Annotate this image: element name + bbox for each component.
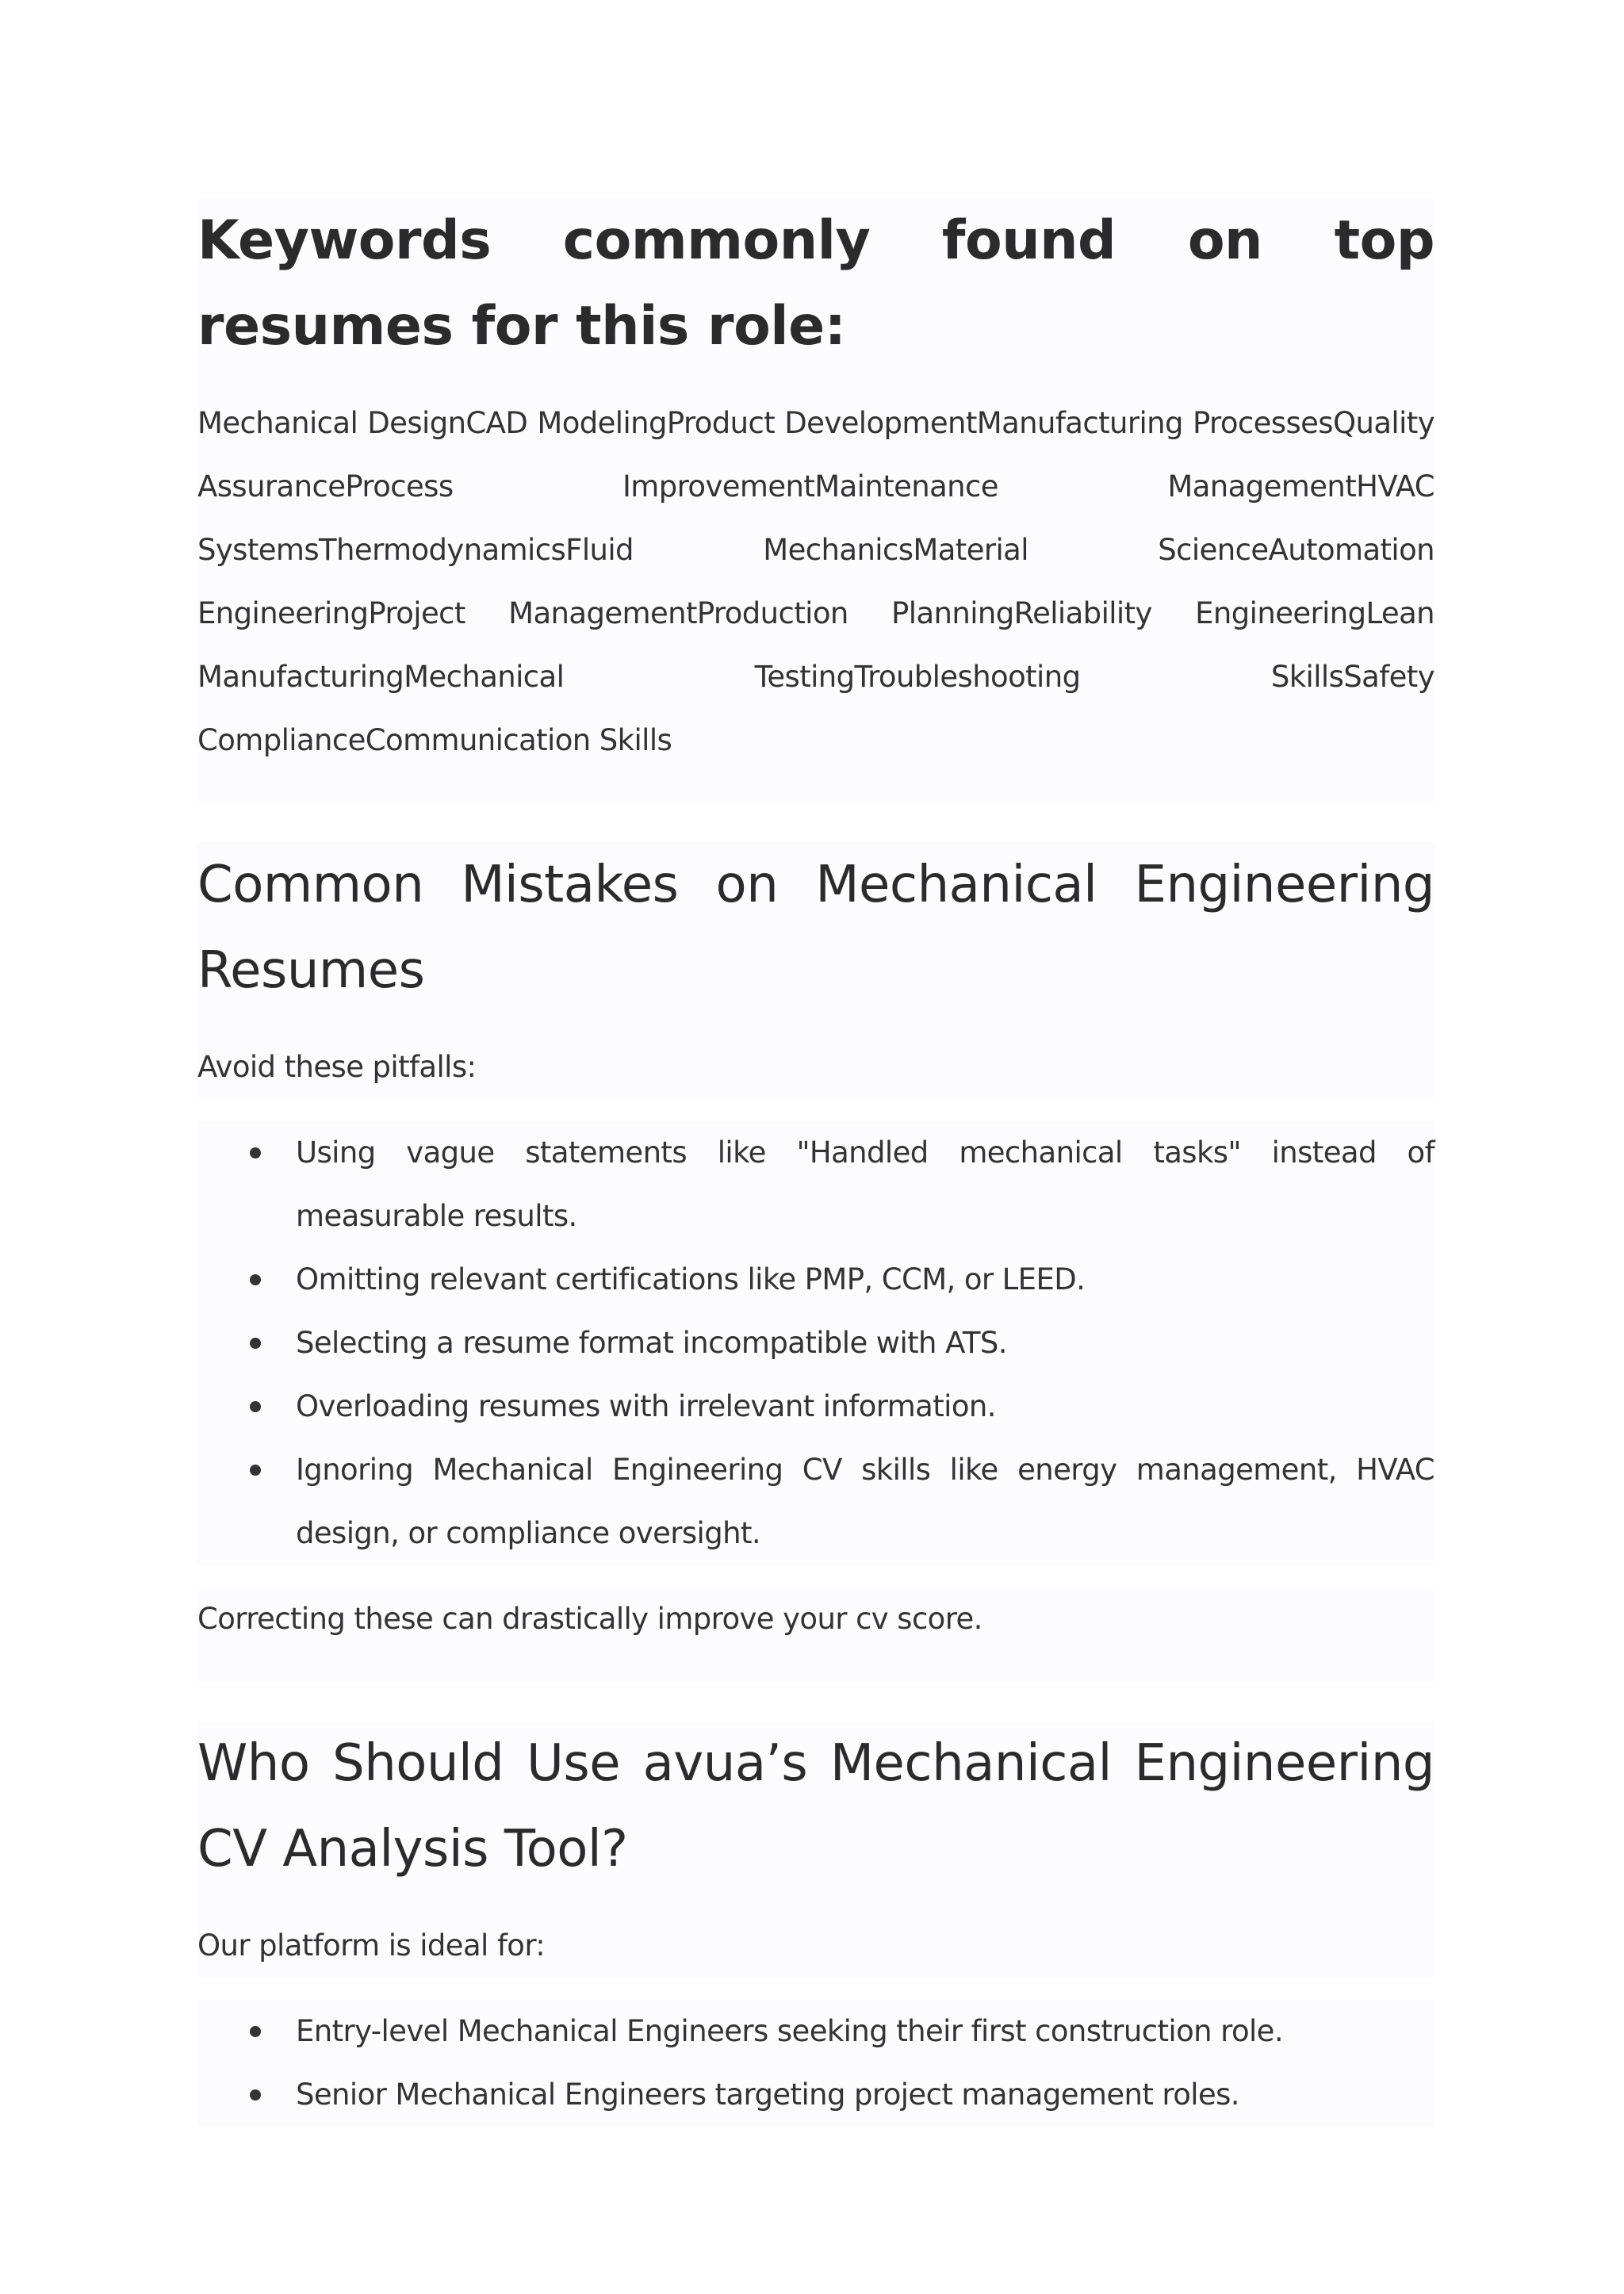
list-item [197, 1438, 1434, 1565]
list-item-text: Omitting relevant certifications like PMP, CCM, or LEED. [296, 1262, 1086, 1296]
bullet-icon [250, 1401, 261, 1412]
spacer [197, 1978, 1434, 2000]
bullet-icon [250, 1274, 261, 1285]
list-item-text: Entry-level Mechanical Engineers seeking their first construction role. [296, 2014, 1283, 2048]
document-page [197, 198, 1434, 2127]
list-item [197, 1375, 1434, 1438]
who-heading: Who Should Use avua’s Mechanical Engineering CV Analysis Tool? [197, 1721, 1434, 1892]
spacer [197, 1892, 1434, 1914]
mistakes-intro: Avoid these pitfalls: [197, 1036, 1434, 1099]
list-item [197, 1312, 1434, 1375]
who-list [197, 2000, 1434, 2127]
mistakes-outro: Correcting these can drastically improve your cv score. [197, 1587, 1434, 1683]
bullet-icon [250, 2026, 261, 2037]
spacer [197, 1683, 1434, 1721]
list-item-text: Ignoring Mechanical Engineering CV skills like energy management, HVAC design, or compliance oversight. [296, 1453, 1434, 1550]
who-intro: Our platform is ideal for: [197, 1914, 1434, 1978]
list-item [197, 1121, 1434, 1248]
list-item-text: Overloading resumes with irrelevant information. [296, 1389, 996, 1423]
spacer [197, 1099, 1434, 1121]
bullet-icon [250, 2089, 261, 2101]
bullet-icon [250, 1465, 261, 1476]
list-item [197, 2063, 1434, 2127]
spacer [197, 804, 1434, 842]
bullet-icon [250, 1338, 261, 1349]
list-item [197, 2000, 1434, 2063]
list-item-text: Using vague statements like "Handled mechanical tasks" instead of measurable results. [296, 1136, 1434, 1233]
mistakes-heading: Common Mistakes on Mechanical Engineering Resumes [197, 842, 1434, 1013]
list-item [197, 1248, 1434, 1312]
spacer [197, 1013, 1434, 1036]
list-item-text: Selecting a resume format incompatible with ATS. [296, 1326, 1007, 1360]
spacer [197, 370, 1434, 392]
mistakes-list [197, 1121, 1434, 1565]
keywords-heading: Keywords commonly found on top resumes for this role: [197, 198, 1434, 370]
keywords-paragraph: Mechanical DesignCAD ModelingProduct DevelopmentManufacturing ProcessesQuality AssuranceProcess ImprovementMaintenance ManagementHVAC SystemsThermodynamicsFluid MechanicsMaterial ScienceAutomation EngineeringProject ManagementProduction PlanningReliability EngineeringLean ManufacturingMechanical TestingTroubleshooting SkillsSafety ComplianceCommunication Skills [197, 392, 1434, 804]
list-item-text: Senior Mechanical Engineers targeting project management roles. [296, 2078, 1239, 2112]
bullet-icon [250, 1147, 261, 1158]
spacer [197, 1565, 1434, 1587]
